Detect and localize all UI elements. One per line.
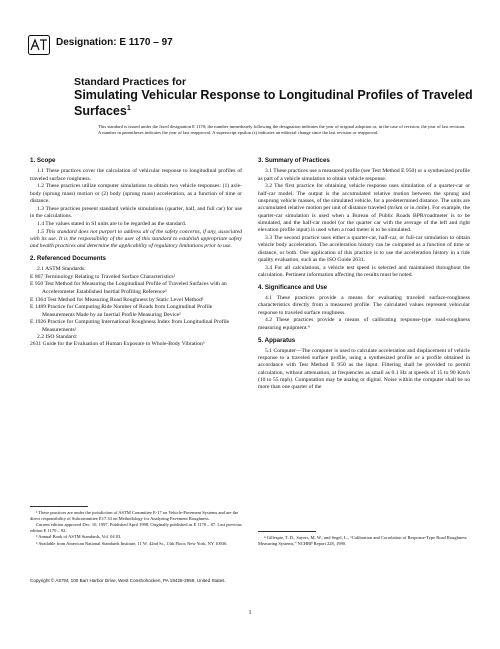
footnote: Current edition approved Dec. 10, 1997. Published April 1998. Originally published as E 1170 – 87. Last previous edition E 1170 – 92. — [30, 522, 242, 533]
refs-2-2: 2.2 ISO Standard: — [37, 334, 78, 341]
left-column — [30, 157, 242, 349]
page-title — [74, 89, 474, 118]
reference-item: E 950 Test Method for Measuring the Longitudinal Profile of Traveled Surfaces with an Accelerometer Established Inertial Profiling Reference² — [30, 281, 227, 295]
footnote-rule-left — [30, 506, 88, 507]
title-main: Simulating Vehicular Response to Longitudinal Profiles of Traveled Surfaces — [74, 88, 473, 119]
reference-item: E 867 Terminology Relating to Traveled Surface Characteristics² — [30, 273, 176, 280]
summary-3-1: 3.1 These practices use a measured profile (see Test Method E 950) or a synthesized profile as part of a vehicle simulation to obtain vehicle response. — [258, 168, 470, 182]
scope-1-2: 1.2 These practices utilize computer simulations to obtain two vehicle responses: (1) axle-body (sprung mass) motion or (2) body (sprung mass) acceleration, as a function of time or distance. — [30, 183, 242, 204]
scope-1-4: 1.4 The values stated in SI units are to be regarded as the standard. — [37, 220, 187, 227]
summary-3-4: 3.4 For all calculations, a vehicle test speed is selected and maintained throughout the calculation. Pertinent information affecting the results must be noted. — [258, 264, 470, 278]
scope-1-1: 1.1 These practices cover the calculation of vehicular response to longitudinal profiles of traveled surface roughness. — [30, 168, 242, 182]
reference-item: E 1926 Practice for Computing International Roughness Index from Longitudinal Profile Measurements² — [30, 319, 230, 333]
scope-heading: 1. Scope — [30, 157, 56, 164]
refs-heading: 2. Referenced Documents — [30, 255, 106, 263]
footnote: ³ Available from American National Standards Institute, 11 W. 42nd St., 13th Floor, New York, NY 10036. — [36, 540, 228, 546]
footnote-rule-right — [258, 531, 316, 532]
significance-heading: 4. Significance and Use — [258, 283, 328, 291]
summary-3-3: 3.3 The second practice uses either a quarter-car, half-car, or full-car simulation to obtain vehicle body acceleration. The acceleration history can be computed as a function of time or distance, or both. One application of this practice is to use the acceleration history in a ride quality evaluation, such as the ISO Guide 2631. — [258, 234, 470, 263]
reference-item: E 1489 Practice for Computing Ride Number of Roads from Longitudinal Profile Measurements Made by an Inertial Profile Measuring Device² — [30, 304, 213, 318]
significance-4-2: 4.2 These practices provide a means of calibrating response-type road-roughness measuring equipment.⁴ — [258, 317, 470, 331]
footnote: ² Annual Book of ASTM Standards, Vol. 04.03. — [36, 534, 122, 540]
reference-item: E 1364 Test Method for Measuring Road Roughness by Static Level Method² — [30, 296, 204, 303]
refs-2-1: 2.1 ASTM Standards: — [37, 266, 86, 273]
standard-note: This standard is issued under the fixed designation E 1170; the number immediately following the designation indicates the year of original adoption or, in the case of revision, the year of last revision. A number in parentheses indicates the year of last reapproval. A superscript epsilon (ε) indicates an editorial change since the last revision or reapproval. — [98, 124, 466, 136]
footnotes-left — [30, 510, 242, 548]
page-number: 1 — [248, 610, 252, 616]
title-footnote-ref: 1 — [126, 105, 131, 112]
summary-heading: 3. Summary of Practices — [258, 157, 330, 164]
iso-reference: 2631 Guide for the Evaluation of Human Exposure to Whole-Body Vibration³ — [30, 341, 205, 348]
apparatus-heading: 5. Apparatus — [258, 336, 296, 344]
footnote: ¹ These practices are under the jurisdiction of ASTM Committee E-17 on Vehicle-Pavement Systems and are the direct responsibility of Subcommittee E17.33 on Methodology for Analyzing Pavement Roughness. — [30, 510, 239, 521]
designation: Designation: E 1170 – 97 — [56, 37, 173, 48]
apparatus-5-1: 5.1 Computer—The computer is used to calculate acceleration and displacement of vehicle response to a traveled surface profile, using a synthesized profile or a profile obtained in accordance with Test Method E 950 as the input. Filtering shall be provided to permit calculation, without attenuation, at frequencies as small as 0.1 Hz at speeds of 15 to 90 Km/h (10 to 55 mph). Computation may be analog or digital. Noise within the computer shall be no more than one quarter of the — [258, 347, 470, 391]
astm-logo-icon — [28, 35, 50, 55]
right-column — [258, 157, 470, 392]
summary-3-2: 3.2 The first practice for obtaining vehicle response uses simulation of a quarter-car or half-car model. The output is the accumulated relative motion between the sprung and unsprung vehicle masses, of the simulated vehicle, for a predetermined distance. The units are accumulated relative motion per unit of distance traveled (m/km or in./mile). For example, the quarter-car simulation is used when a Bureau of Public Roads BPR/roadmeter is to be simulated, and the half-car model (or the quarter car with the average of the left and right elevation profile input) is used when a road meter is to be simulated. — [258, 183, 470, 234]
significance-4-1: 4.1 These practices provide a means for evaluating traveled surface-roughness characteristics directly from a measured profile. The calculated values represent vehicular response to traveled surface roughness. — [258, 295, 470, 316]
footnote: ⁴ Gillespie, T. D., Sayers, M. W., and Segel, L., “Calibration and Correlation of Response-Type Road Roughness Measuring Systems,” NCHRP Report 228, 1980. — [258, 535, 467, 546]
title-pre: Standard Practices for — [74, 76, 187, 88]
title-block — [74, 76, 474, 118]
copyright: Copyright © ASTM, 100 Barr Harbor Drive, West Conshohocken, PA 19428-2959, United States. — [30, 578, 226, 583]
scope-1-3: 1.3 These practices present standard vehicle simulations (quarter, half, and full car) for use in the calculations. — [30, 205, 242, 220]
footnotes-right — [258, 535, 470, 547]
scope-1-5: 1.5 This standard does not purport to address all of the safety concerns, if any, associated with its use. It is the responsibility of the user of this standard to establish appropriate safety and health practices and determine the applicability of regulatory limitations prior to use. — [30, 228, 242, 250]
